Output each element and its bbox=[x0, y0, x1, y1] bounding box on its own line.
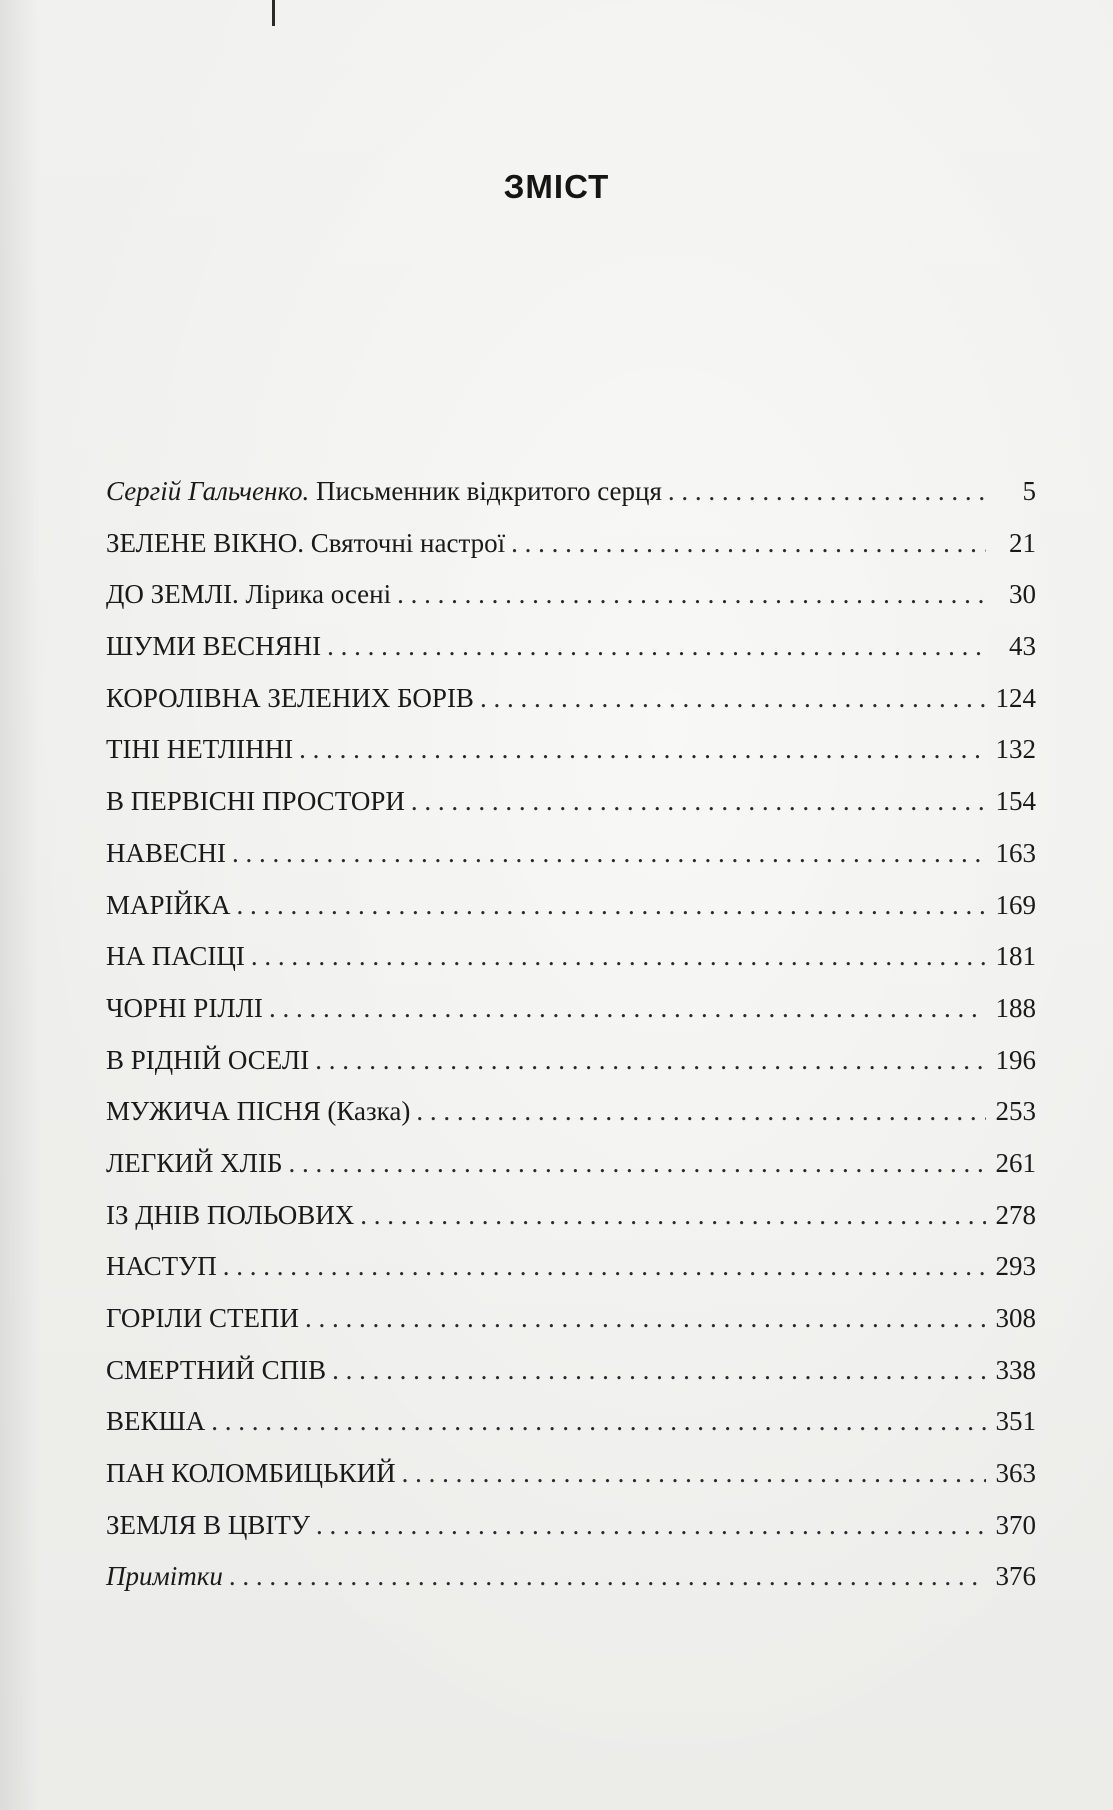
toc-entry bbox=[106, 1396, 1036, 1448]
page-title: ЗМІСТ bbox=[503, 168, 610, 205]
toc-entry bbox=[106, 673, 1036, 725]
toc-entry-page: 43 bbox=[1009, 631, 1036, 662]
toc-entry-page: 338 bbox=[995, 1354, 1036, 1385]
toc-entry-title: НАСТУП bbox=[106, 1251, 217, 1282]
leader-dots bbox=[251, 931, 986, 983]
toc-entry bbox=[106, 1293, 1036, 1345]
toc-entry-author: Сергій Гальченко. bbox=[106, 476, 310, 506]
toc-entry-page: 351 bbox=[995, 1406, 1036, 1437]
toc-entry bbox=[106, 1035, 1036, 1087]
leader-dots bbox=[223, 1241, 986, 1293]
toc-entry-title: ЗЕЛЕНЕ ВІКНО. Святочні настрої bbox=[106, 527, 506, 558]
toc-entry-page: 196 bbox=[995, 1044, 1036, 1075]
toc-entry-title: ТІНІ НЕТЛІННІ bbox=[106, 734, 294, 765]
leader-dots bbox=[411, 776, 986, 828]
leader-dots bbox=[269, 983, 986, 1035]
toc-entry-title bbox=[106, 466, 662, 518]
toc-entry bbox=[106, 931, 1036, 983]
toc-entry-title: Примітки bbox=[106, 1561, 223, 1592]
toc-entry-page: 278 bbox=[995, 1199, 1036, 1230]
toc-entry bbox=[106, 518, 1036, 570]
toc-entry-title: ШУМИ ВЕСНЯНІ bbox=[106, 631, 322, 662]
toc-entry-page: 376 bbox=[995, 1561, 1036, 1592]
leader-dots bbox=[315, 1035, 986, 1087]
toc-entry-page: 261 bbox=[995, 1147, 1036, 1178]
leader-dots bbox=[237, 880, 986, 932]
toc-entry-page: 21 bbox=[1009, 527, 1036, 558]
toc-entry-title: СМЕРТНИЙ СПІВ bbox=[106, 1354, 327, 1385]
toc-entry-title: ГОРІЛИ СТЕПИ bbox=[106, 1303, 299, 1333]
toc-entry bbox=[106, 1500, 1036, 1552]
page-edge-mark bbox=[272, 0, 275, 26]
leader-dots bbox=[211, 1396, 986, 1448]
toc-entry bbox=[106, 1551, 1036, 1603]
leader-dots bbox=[299, 724, 986, 776]
leader-dots bbox=[416, 1086, 986, 1138]
toc-entry-title: КОРОЛІВНА ЗЕЛЕНИХ БОРІВ bbox=[106, 682, 474, 713]
leader-dots bbox=[305, 1293, 986, 1345]
toc-entry bbox=[106, 724, 1036, 776]
toc-entry-title: МАРІЙКА bbox=[106, 889, 231, 920]
toc-entry-title: ЧОРНІ РІЛЛІ bbox=[106, 992, 263, 1023]
table-of-contents bbox=[106, 466, 1036, 1603]
toc-entry bbox=[106, 1190, 1036, 1242]
toc-entry-page: 293 bbox=[995, 1251, 1036, 1282]
leader-dots bbox=[480, 673, 986, 725]
leader-dots bbox=[360, 1190, 986, 1242]
toc-entry bbox=[106, 880, 1036, 932]
toc-entry bbox=[106, 569, 1036, 621]
toc-entry bbox=[106, 776, 1036, 828]
toc-entry-title: ВЕКША bbox=[106, 1406, 206, 1437]
toc-entry-page: 181 bbox=[995, 941, 1036, 972]
leader-dots bbox=[511, 518, 986, 570]
leader-dots bbox=[316, 1500, 986, 1552]
toc-entry-page: 154 bbox=[995, 786, 1036, 817]
toc-entry-title: ДО ЗЕМЛІ. Лірика осені bbox=[106, 579, 392, 610]
toc-entry-page: 163 bbox=[995, 837, 1036, 868]
leader-dots bbox=[668, 466, 986, 518]
toc-entry-page: 169 bbox=[995, 889, 1036, 920]
toc-entry-title: ІЗ ДНІВ ПОЛЬОВИХ bbox=[106, 1199, 355, 1230]
toc-entry-title: В РІДНІЙ ОСЕЛІ bbox=[106, 1044, 310, 1075]
toc-entry-page: 132 bbox=[995, 734, 1036, 765]
toc-entry-title: ЗЕМЛЯ В ЦВІТУ bbox=[106, 1509, 310, 1540]
toc-entry-title: ПАН КОЛОМБИЦЬКИЙ bbox=[106, 1458, 396, 1489]
leader-dots bbox=[288, 1138, 986, 1190]
toc-entry-page: 124 bbox=[995, 682, 1036, 713]
toc-entry bbox=[106, 828, 1036, 880]
toc-entry-title: НАВЕСНІ bbox=[106, 837, 226, 868]
toc-entry-page: 5 bbox=[1022, 476, 1036, 506]
toc-entry-title: ЛЕГКИЙ ХЛІБ bbox=[106, 1147, 283, 1178]
toc-entry bbox=[106, 1241, 1036, 1293]
toc-entry-title: В ПЕРВІСНІ ПРОСТОРИ bbox=[106, 786, 405, 817]
toc-entry bbox=[106, 983, 1036, 1035]
toc-entry-page: 188 bbox=[995, 992, 1036, 1023]
toc-entry bbox=[106, 466, 1036, 518]
toc-entry-page: 253 bbox=[995, 1096, 1036, 1127]
toc-entry bbox=[106, 1345, 1036, 1397]
toc-entry-title-text: Письменник відкритого серця bbox=[309, 476, 662, 506]
toc-entry bbox=[106, 1138, 1036, 1190]
toc-entry bbox=[106, 1086, 1036, 1138]
toc-entry-title: МУЖИЧА ПІСНЯ (Казка) bbox=[106, 1096, 411, 1127]
leader-dots bbox=[327, 621, 986, 673]
leader-dots bbox=[229, 1551, 986, 1603]
toc-entry-title: НА ПАСІЦІ bbox=[106, 941, 245, 972]
leader-dots bbox=[332, 1345, 986, 1397]
toc-entry bbox=[106, 1448, 1036, 1500]
toc-entry-page: 363 bbox=[995, 1458, 1036, 1489]
leader-dots bbox=[397, 569, 986, 621]
toc-entry-page: 308 bbox=[995, 1303, 1036, 1333]
toc-entry-page: 370 bbox=[995, 1509, 1036, 1540]
leader-dots bbox=[232, 828, 986, 880]
toc-entry bbox=[106, 621, 1036, 673]
spine-shadow bbox=[0, 0, 40, 1810]
toc-entry-page: 30 bbox=[1009, 579, 1036, 610]
leader-dots bbox=[402, 1448, 986, 1500]
